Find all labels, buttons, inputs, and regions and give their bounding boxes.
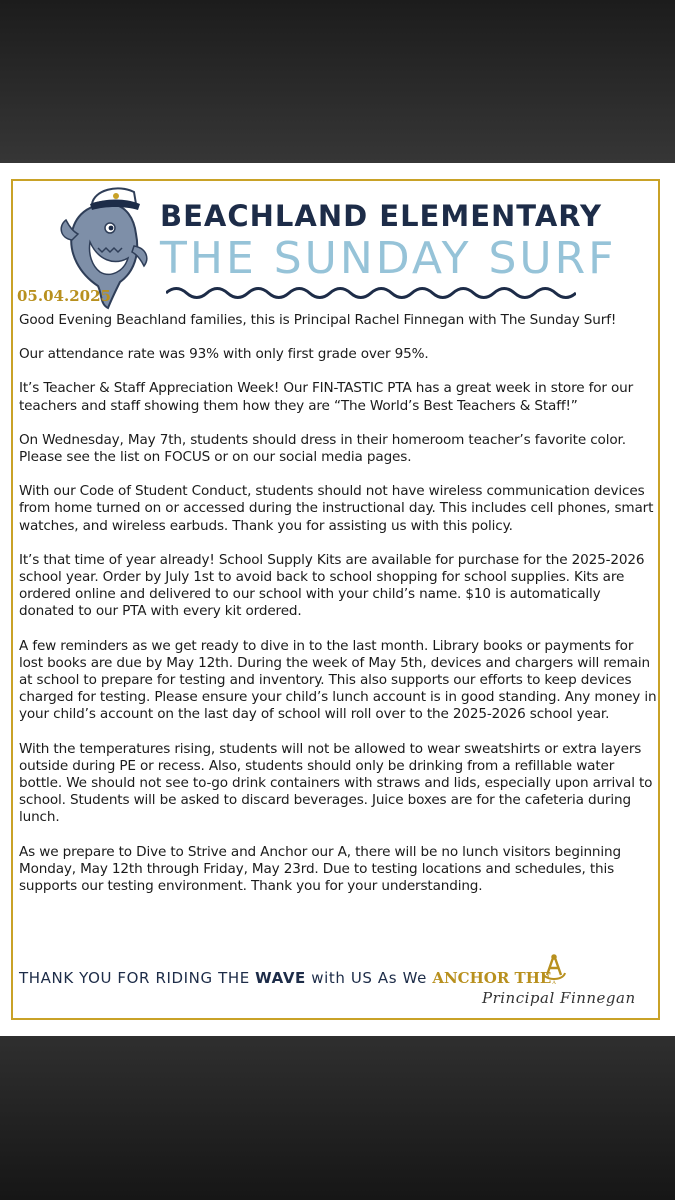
newsletter-page xyxy=(0,163,675,1036)
footer-wave: WAVE xyxy=(255,969,306,987)
paragraph-supply-kits: It’s that time of year already! School Supply Kits are available for purchase for the 2025-2026 school year. Order by July 1st to avoid back to school shopping for school supplies. Kits are ordered online and delivered to our school with your child’s name. $10 is automatically donated to our PTA with every kit ordered. xyxy=(19,551,645,620)
school-name: BEACHLAND ELEMENTARY xyxy=(160,199,603,233)
anchor-letter: A xyxy=(552,980,556,985)
footer-part1: THANK YOU FOR RIDING THE xyxy=(19,969,256,987)
paragraph-lunch-visitors: As we prepare to Dive to Strive and Anchor our A, there will be no lunch visitors beginning Monday, May 12th through Friday, May 23rd. Due to testing locations and schedules, this supports our testing environment. Thank you for your understanding. xyxy=(19,843,621,895)
top-dark-band xyxy=(0,0,675,163)
paragraph-greeting: Good Evening Beachland families, this is Principal Rachel Finnegan with The Sunday Surf! xyxy=(19,312,617,328)
bottom-dark-band xyxy=(0,1036,675,1200)
paragraph-attendance: Our attendance rate was 93% with only first grade over 95%. xyxy=(19,346,429,363)
newsletter-title: THE SUNDAY SURF xyxy=(160,233,617,284)
paragraph-favorite-color: On Wednesday, May 7th, students should dress in their homeroom teacher’s favorite color. Please see the list on FOCUS or on our social media pages. xyxy=(19,431,626,466)
paragraph-appreciation-week: It’s Teacher & Staff Appreciation Week! Our FIN-TASTIC PTA has a great week in store for our teachers and staff showing them how they are “The World’s Best Teachers & Staff!” xyxy=(19,380,634,414)
paragraph-reminders: A few reminders as we get ready to dive in to the last month. Library books or payments for lost books are due by May 12th. During the week of May 5th, devices and chargers will remain at school to prepare for testing and inventory. This also supports our efforts to keep devices charged for testing. Please ensure your child’s lunch account is in good standing. Any money in your child’s account on the last day of school will roll over to the 2025-2026 school year. xyxy=(19,637,657,723)
newsletter-date: 05.04.2025 xyxy=(17,287,111,305)
footer-anchor-phrase: ANCHOR THE xyxy=(432,969,552,987)
paragraph-code-of-conduct: With our Code of Student Conduct, students should not have wireless communication devices from home turned on or accessed during the instructional day. This includes cell phones, smart watches, and wireless earbuds. Thank you for assisting us with this policy. xyxy=(19,483,654,534)
newsletter-body xyxy=(19,312,659,912)
footer-part2: with US As We xyxy=(305,969,433,987)
wave-divider-icon xyxy=(166,284,576,302)
footer-slogan xyxy=(19,969,551,987)
principal-signature: Principal Finnegan xyxy=(482,989,636,1007)
anchor-icon xyxy=(541,953,567,985)
paragraph-temperatures: With the temperatures rising, students will not be allowed to wear sweatshirts or extra layers outside during PE or recess. Also, students should only be drinking from a refillable water bottle. We should not see to-go drink containers with straws and lids, especially upon arrival to school. Students will be asked to discard beverages. Juice boxes are for the cafeteria during lunch. xyxy=(19,740,653,826)
